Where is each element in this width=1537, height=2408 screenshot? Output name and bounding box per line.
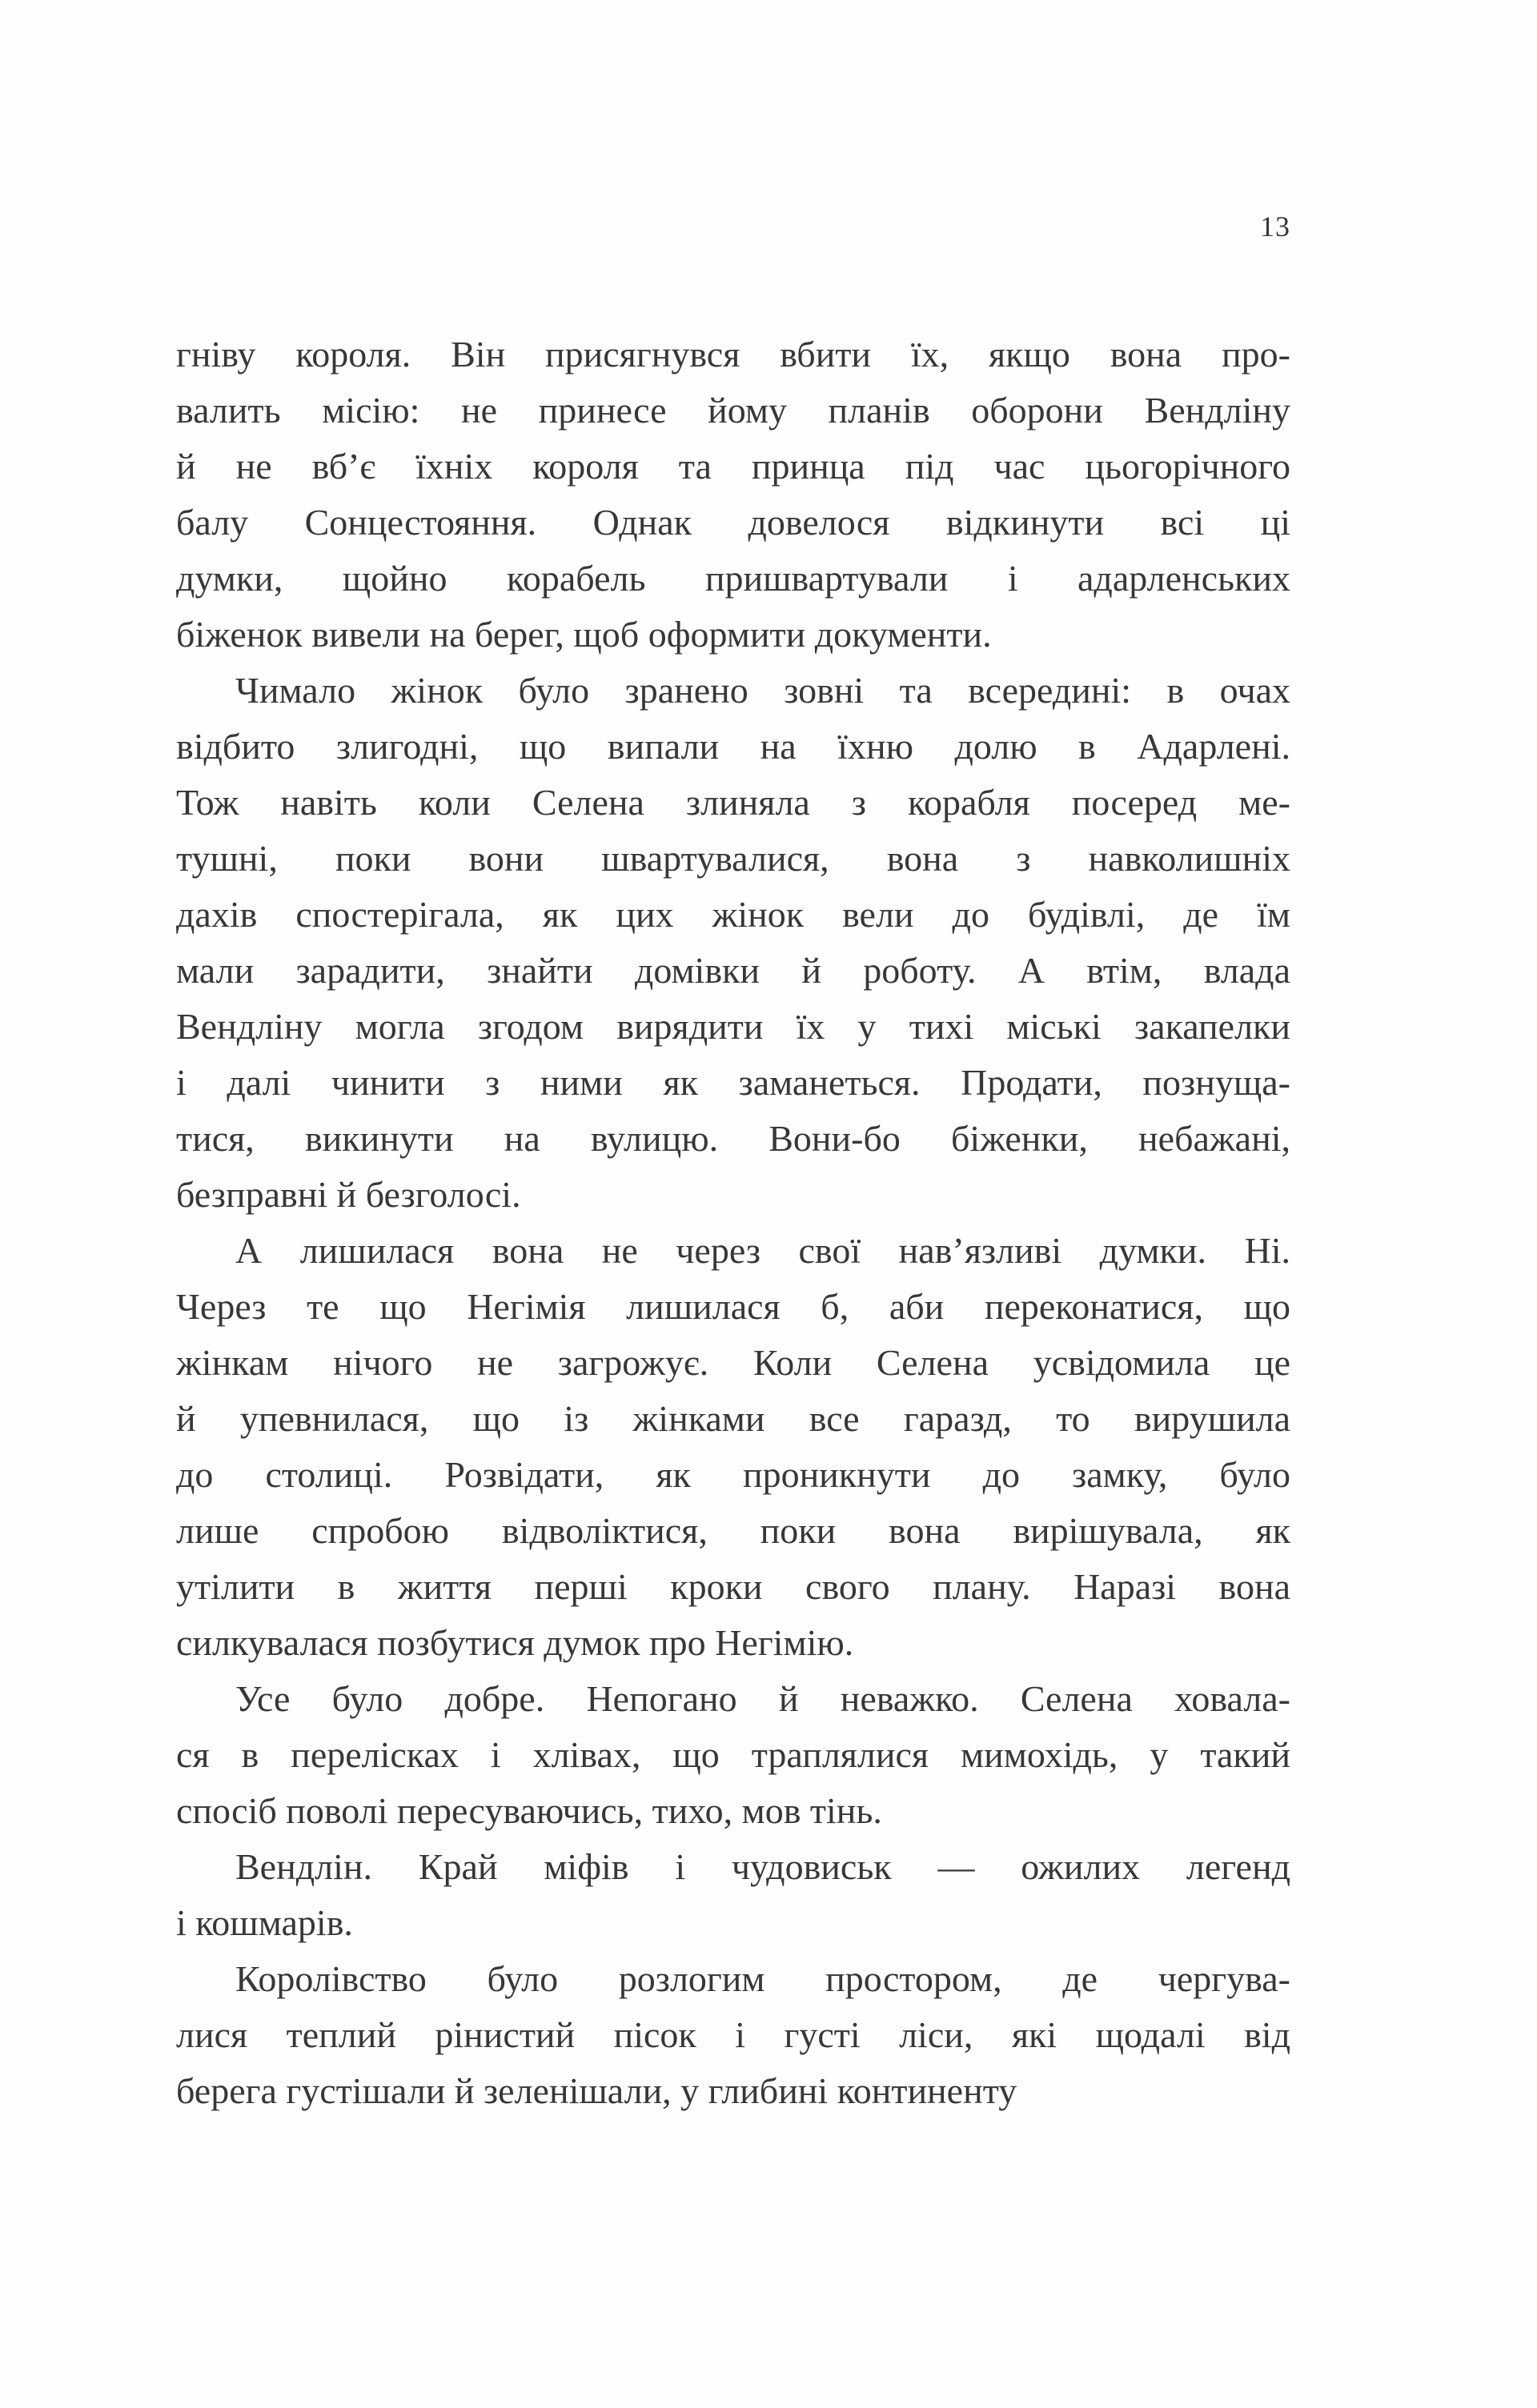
text-line: спосіб поволі пересуваючись, тихо, мов тінь. [176,1790,882,1831]
text-line: і кошмарів. [176,1902,353,1943]
text-line: лися теплий рінистий пісок і густі ліси, які щодалі від [176,2014,1290,2055]
text-line: силкувалася позбутися думок про Негімію. [176,1622,854,1663]
text-line: до столиці. Розвідати, як проникнути до замку, було [176,1454,1290,1495]
text-line: Чимало жінок було зранено зовні та всередині: в очах [235,670,1290,711]
text-line: балу Сонцестояння. Однак довелося відкинути всі ці [176,502,1290,543]
text-line: Королівство було розлогим простором, де чергува- [235,1958,1290,1999]
text-line: біженок вивели на берег, щоб оформити документи. [176,614,992,655]
text-line: Вендлін. Край міфів і чудовиськ — ожилих легенд [235,1846,1290,1887]
text-block [176,327,1290,2119]
paragraph [176,1671,1290,1839]
text-line: ся в перелісках і хлівах, що траплялися мимохідь, у такий [176,1734,1290,1775]
text-line: й не вб’є їхніх короля та принца під час цьогорічного [176,446,1290,487]
paragraph [176,1839,1290,1951]
text-line: Вендліну могла згодом вирядити їх у тихі міські закапелки [176,1006,1290,1047]
text-line: відбито злигодні, що випали на їхню долю в Адарлені. [176,726,1290,767]
text-line: лише спробою відволіктися, поки вона вирішувала, як [176,1510,1290,1551]
text-line: мали зарадити, знайти домівки й роботу. А втім, влада [176,950,1290,991]
page-number: 13 [1260,210,1290,242]
text-line: думки, щойно корабель пришвартували і адарленських [176,558,1290,599]
text-line: тушні, поки вони швартувалися, вона з навколишніх [176,838,1290,879]
paragraph [176,327,1290,663]
text-line: Тож навіть коли Селена злиняла з корабля посеред ме- [176,782,1290,823]
text-line: жінкам нічого не загрожує. Коли Селена усвідомила це [176,1342,1290,1383]
text-line: берега густішали й зеленішали, у глибині континенту [176,2070,1017,2111]
text-line: дахів спостерігала, як цих жінок вели до будівлі, де їм [176,894,1290,935]
text-line: валить місію: не принесе йому планів оборони Вендліну [176,390,1290,431]
paragraph [176,663,1290,1223]
text-line: Через те що Негімія лишилася б, аби переконатися, що [176,1286,1290,1327]
text-line: А лишилася вона не через свої нав’язливі думки. Ні. [235,1230,1290,1271]
text-line: гніву короля. Він присягнувся вбити їх, якщо вона про- [176,334,1290,375]
text-line: і далі чинити з ними як заманеться. Продати, познуща- [176,1062,1290,1103]
text-line: утілити в життя перші кроки свого плану. Наразі вона [176,1566,1290,1607]
paragraph [176,1951,1290,2119]
text-line: безправні й безголосі. [176,1174,521,1215]
text-line: Усе було добре. Непогано й неважко. Селена ховала- [235,1678,1290,1719]
text-line: тися, викинути на вулицю. Вони-бо біженки, небажані, [176,1118,1290,1159]
paragraph [176,1223,1290,1671]
text-line: й упевнилася, що із жінками все гаразд, то вирушила [176,1398,1290,1439]
